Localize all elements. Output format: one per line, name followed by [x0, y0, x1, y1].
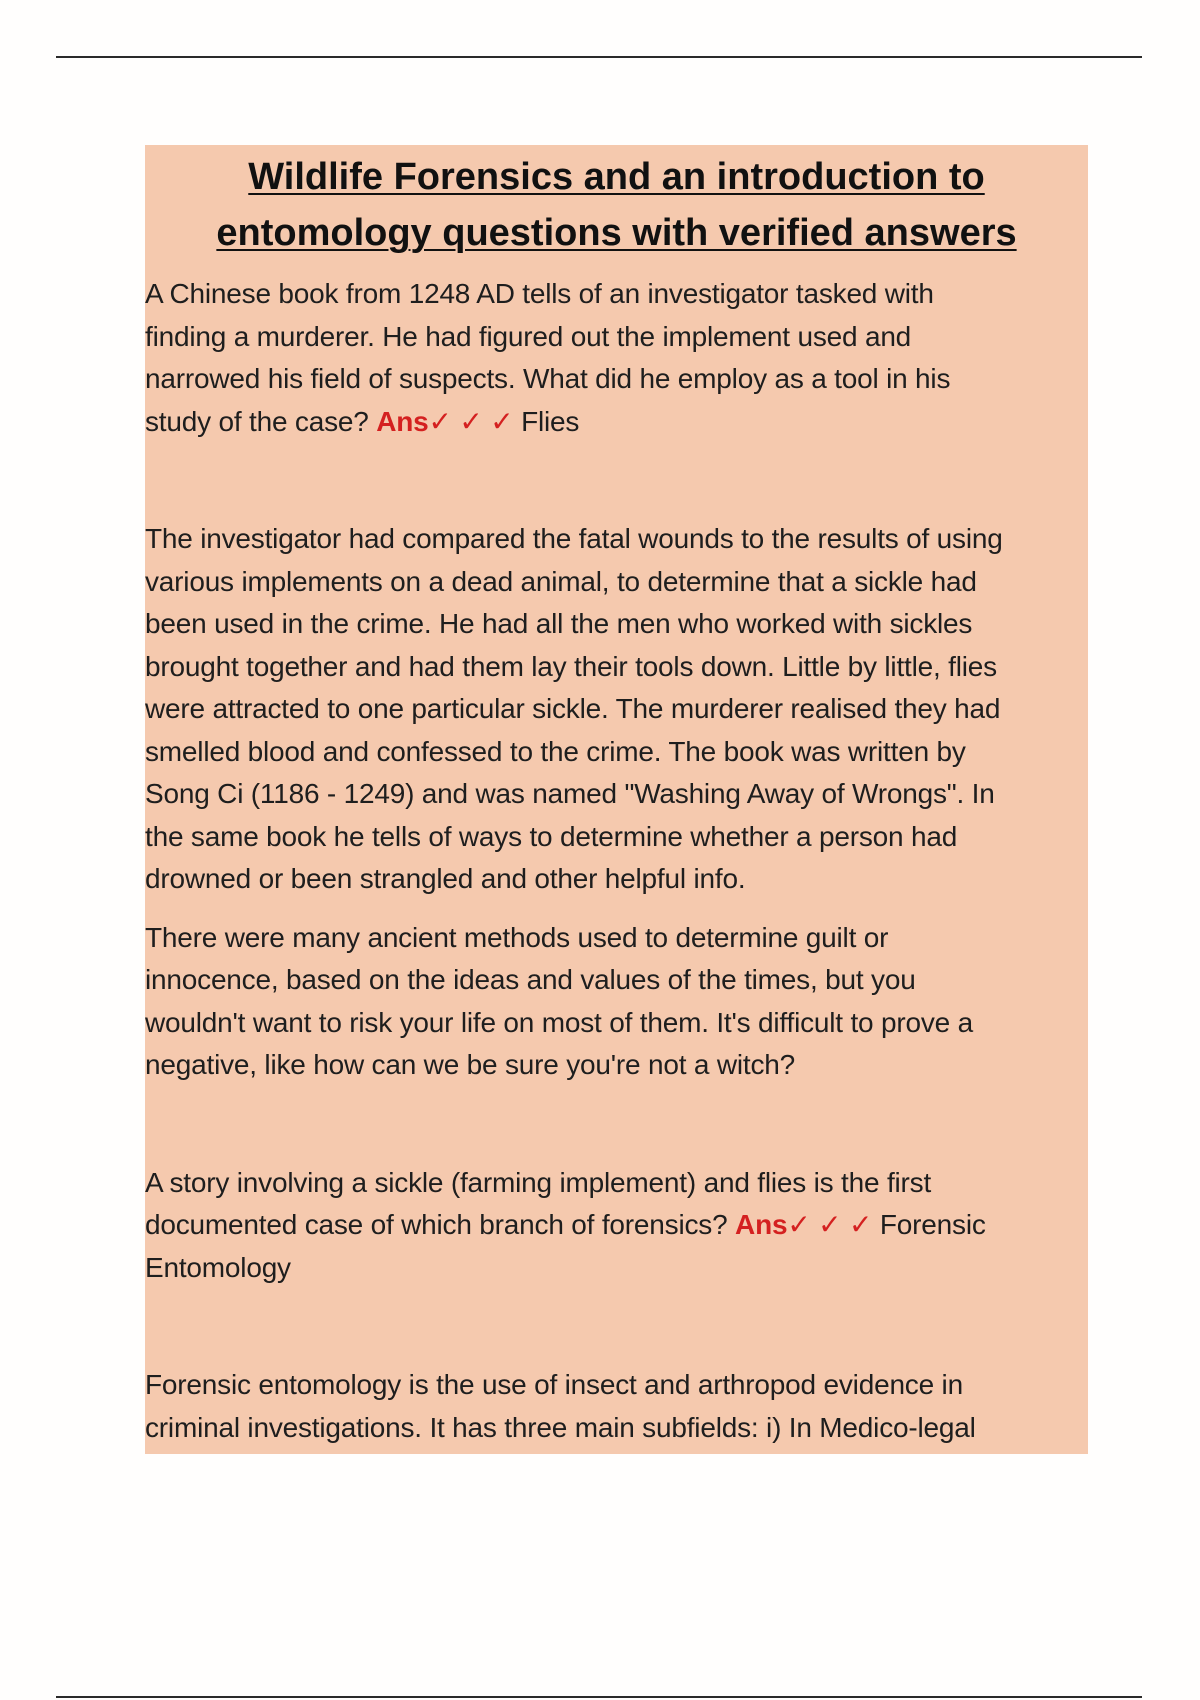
- answer-label: Ans: [735, 1209, 788, 1240]
- question-1-prefix: study of the case?: [145, 405, 369, 437]
- explanation-2-line: There were many ancient methods used to determine guilt or: [145, 921, 889, 953]
- explanation-1-line: Song Ci (1186 - 1249) and was named "Washing Away of Wrongs". In: [145, 778, 995, 809]
- explanation-1-line: brought together and had them lay their tools down. Little by little, flies: [145, 650, 997, 682]
- explanation-3: [145, 1364, 1084, 1449]
- document-panel: [145, 145, 1088, 1454]
- explanation-1-line: The investigator had compared the fatal wounds to the results of using: [145, 523, 1003, 554]
- answer-label: Ans: [376, 405, 429, 437]
- explanation-1-line: various implements on a dead animal, to determine that a sickle had: [145, 565, 977, 597]
- explanation-3-line: Forensic entomology is the use of insect and arthropod evidence in: [145, 1369, 963, 1400]
- document-title: [145, 145, 1088, 261]
- question-1-line: narrowed his field of suspects. What did he employ as a tool in his: [145, 363, 951, 394]
- header-rule: [56, 56, 1142, 58]
- explanation-2: [145, 917, 1084, 1087]
- question-1: [145, 273, 1084, 443]
- explanation-1: [145, 518, 1084, 901]
- title-line-1: Wildlife Forensics and an introduction to: [248, 156, 985, 198]
- question-1-last-line: [145, 401, 1084, 444]
- question-1-line: finding a murderer. He had figured out the implement used and: [145, 320, 912, 352]
- explanation-1-line: smelled blood and confessed to the crime. The book was written by: [145, 735, 966, 767]
- question-2-prefix: documented case of which branch of forensics?: [145, 1209, 728, 1240]
- answer-2-part-2: Entomology: [145, 1251, 291, 1283]
- check-marks-icon: ✓ ✓ ✓: [787, 1209, 873, 1240]
- explanation-1-line: been used in the crime. He had all the men who worked with sickles: [145, 608, 973, 639]
- document-content: [145, 261, 1088, 1449]
- footer-rule: [56, 1696, 1142, 1698]
- explanation-2-line: negative, like how can we be sure you're not a witch?: [145, 1049, 796, 1080]
- question-1-line: A Chinese book from 1248 AD tells of an investigator tasked with: [145, 278, 934, 309]
- explanation-3-line: criminal investigations. It has three main subfields: i) In Medico-legal: [145, 1411, 976, 1443]
- question-2-line: A story involving a sickle (farming implement) and flies is the first: [145, 1166, 932, 1198]
- question-2: [145, 1162, 1084, 1290]
- explanation-2-line: innocence, based on the ideas and values of the times, but you: [145, 964, 916, 995]
- answer-1: Flies: [521, 405, 580, 437]
- explanation-2-line: wouldn't want to risk your life on most of them. It's difficult to prove a: [145, 1006, 973, 1038]
- explanation-1-line: were attracted to one particular sickle. The murderer realised they had: [145, 693, 1001, 724]
- explanation-1-line: drowned or been strangled and other helpful info.: [145, 863, 746, 894]
- explanation-1-line: the same book he tells of ways to determine whether a person had: [145, 820, 958, 852]
- title-line-2: entomology questions with verified answers: [216, 212, 1017, 254]
- question-2-line: [145, 1204, 1084, 1247]
- answer-2-part-1: Forensic: [879, 1209, 986, 1240]
- check-marks-icon: ✓ ✓ ✓: [428, 405, 514, 437]
